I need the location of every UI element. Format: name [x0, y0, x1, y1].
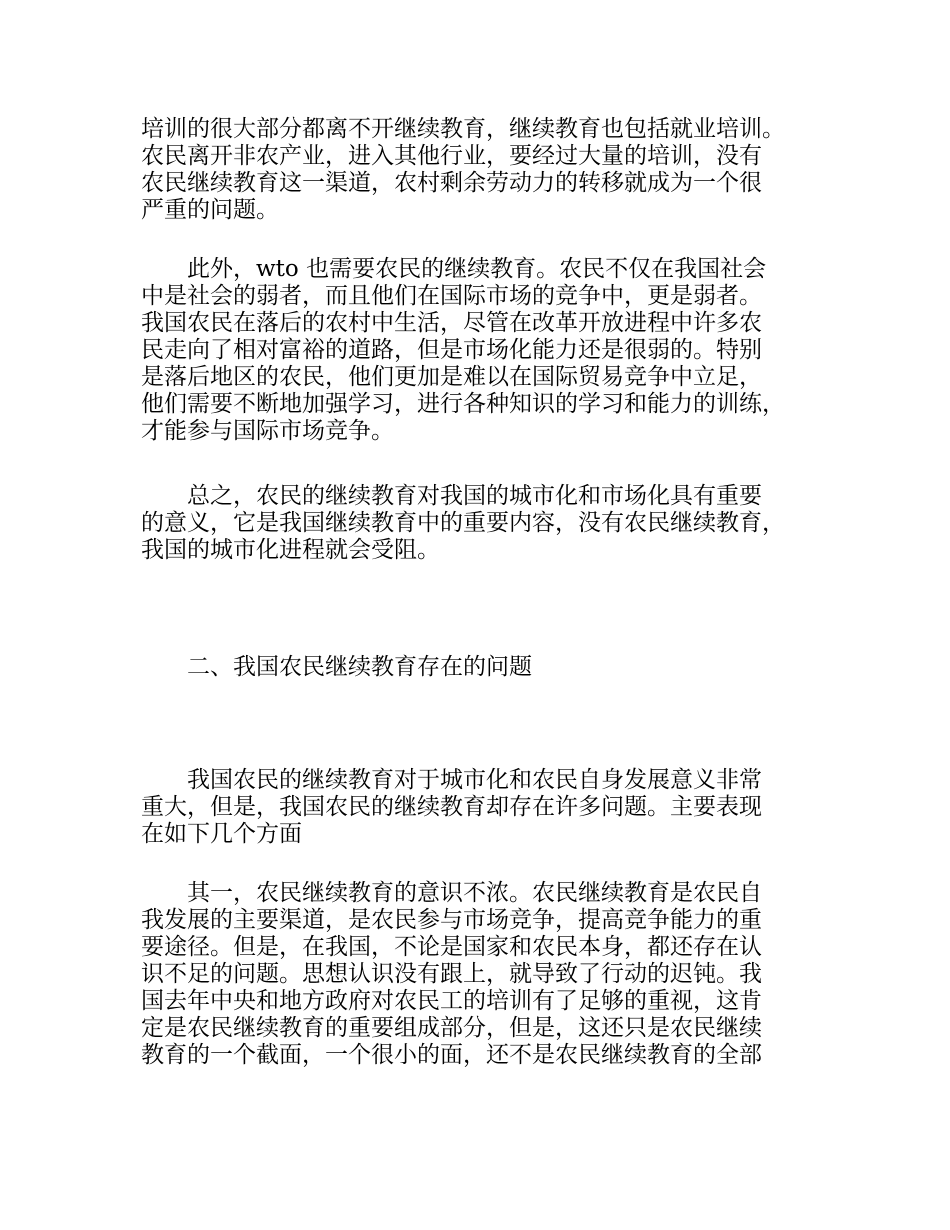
paragraph-4-line-2: 重大，但是，我国农民的继续教育却存在许多问题。主要表现 [141, 794, 762, 820]
paragraph-1-line-4: 严重的问题。 [141, 197, 279, 223]
paragraph-5-line-1: 其一，农民继续教育的意识不浓。农民继续教育是农民自 [141, 880, 762, 906]
paragraph-5-line-3: 要途径。但是，在我国，不论是国家和农民本身，都还存在认 [141, 934, 762, 960]
paragraph-2-line-3: 我国农民在落后的农村中生活，尽管在改革开放进程中许多农 [141, 310, 762, 336]
paragraph-2-line-7: 才能参与国际市场竞争。 [141, 418, 394, 444]
paragraph-5-line-6: 定是农民继续教育的重要组成部分，但是，这还只是农民继续 [141, 1015, 762, 1041]
paragraph-3-line-2: 的意义，它是我国继续教育中的重要内容，没有农民继续教育， [141, 510, 785, 536]
paragraph-5-line-7: 教育的一个截面，一个很小的面，还不是农民继续教育的全部 [141, 1042, 762, 1068]
paragraph-5-line-4: 识不足的问题。思想认识没有跟上，就导致了行动的迟钝。我 [141, 961, 762, 987]
paragraph-5-line-2: 我发展的主要渠道，是农民参与市场竞争，提高竞争能力的重 [141, 907, 762, 933]
paragraph-3-line-3: 我国的城市化进程就会受阻。 [141, 537, 440, 563]
paragraph-5-line-5: 国去年中央和地方政府对农民工的培训有了足够的重视，这肯 [141, 988, 762, 1014]
paragraph-1-line-1: 培训的很大部分都离不开继续教育，继续教育也包括就业培训。 [141, 116, 785, 142]
paragraph-2-line-1: 此外，wto 也需要农民的继续教育。农民不仅在我国社会 [141, 256, 767, 282]
paragraph-1-line-3: 农民继续教育这一渠道，农村剩余劳动力的转移就成为一个很 [141, 170, 762, 196]
paragraph-4-line-1: 我国农民的继续教育对于城市化和农民自身发展意义非常 [141, 767, 762, 793]
paragraph-2-line-4: 民走向了相对富裕的道路，但是市场化能力还是很弱的。特别 [141, 337, 762, 363]
paragraph-2-line-2: 中是社会的弱者，而且他们在国际市场的竞争中，更是弱者。 [141, 283, 762, 309]
paragraph-4-line-3: 在如下几个方面 [141, 821, 302, 847]
section-heading: 二、我国农民继续教育存在的问题 [141, 654, 532, 680]
paragraph-2-line-6: 他们需要不断地加强学习，进行各种知识的学习和能力的训练， [141, 391, 785, 417]
paragraph-2-line-5: 是落后地区的农民，他们更加是难以在国际贸易竞争中立足， [141, 364, 762, 390]
paragraph-3-line-1: 总之，农民的继续教育对我国的城市化和市场化具有重要 [141, 483, 762, 509]
paragraph-1-line-2: 农民离开非农产业，进入其他行业，要经过大量的培训，没有 [141, 143, 762, 169]
